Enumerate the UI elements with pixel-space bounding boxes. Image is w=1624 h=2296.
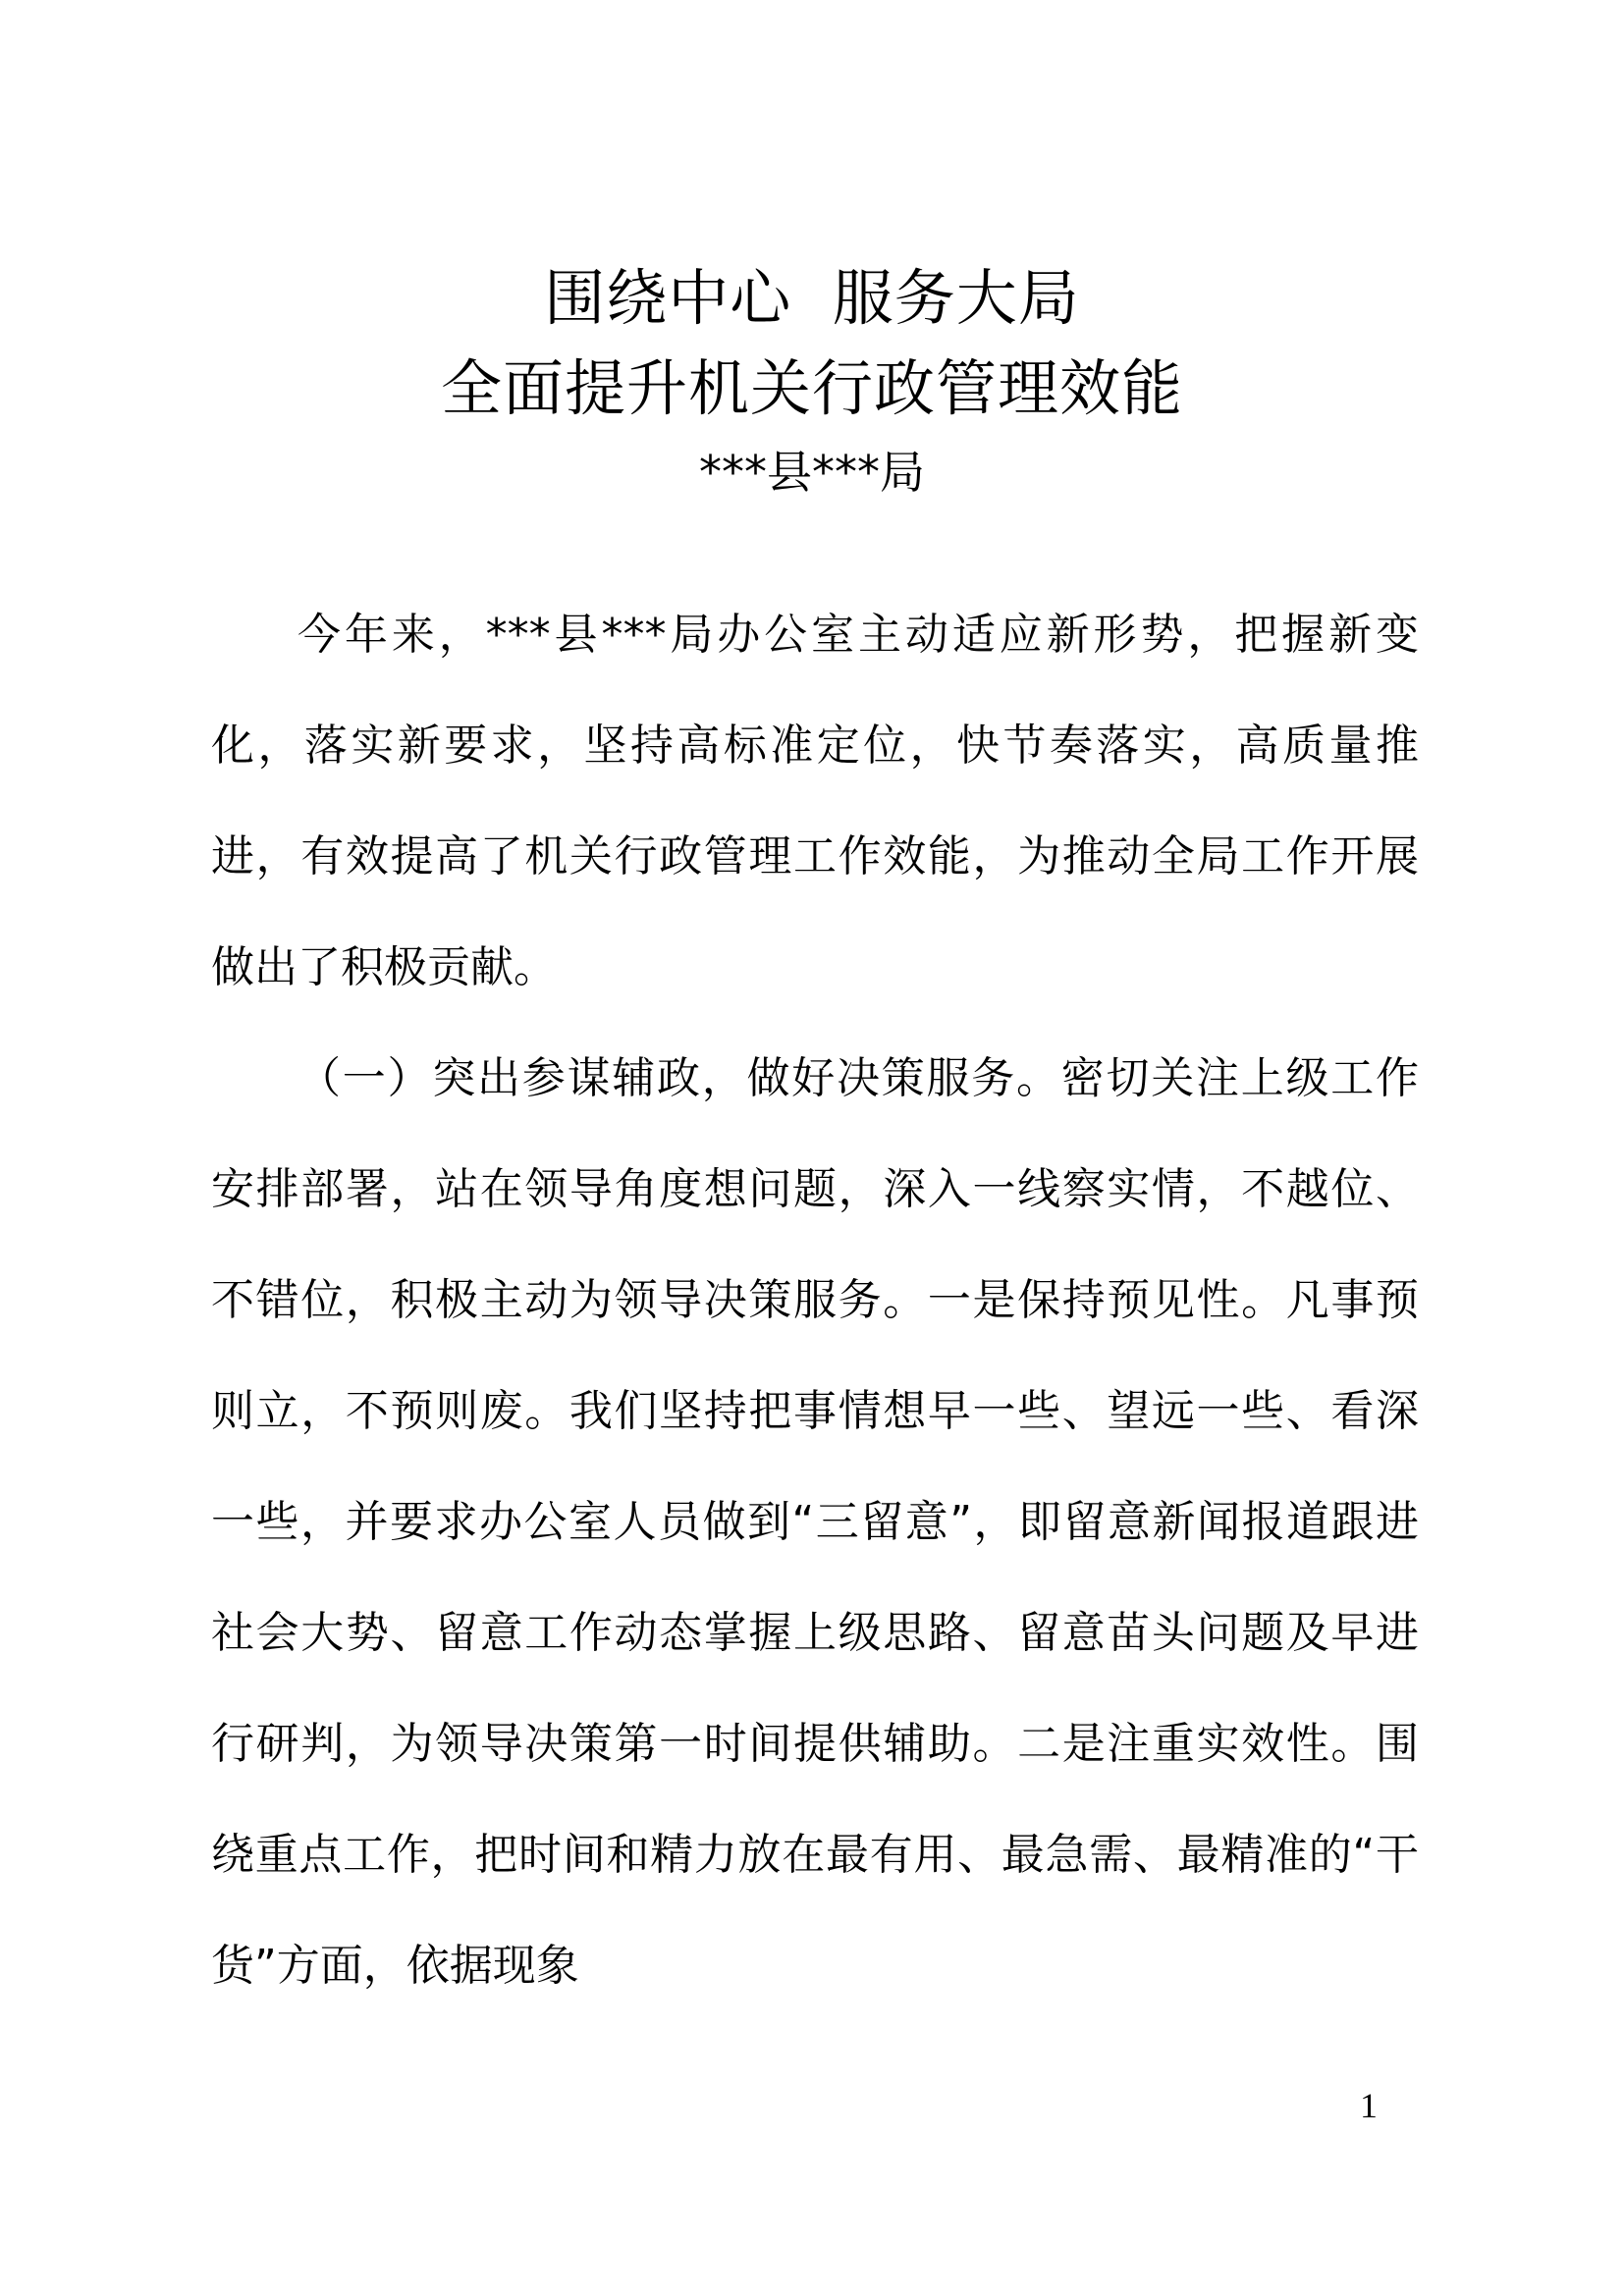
paragraph-intro: 今年来，***县***局办公室主动适应新形势，把握新变化，落实新要求，坚持高标准定位，快节奏落实，高质量推进，有效提高了机关行政管理工作效能，为推动全局工作开展做出了积极贡献。: [211, 610, 1419, 992]
page-number: 1: [1360, 2086, 1378, 2125]
document-title-line-2: 全面提升机关行政管理效能: [440, 352, 1183, 424]
paragraph-section-1: （一）突出参谋辅政，做好决策服务。密切关注上级工作安排部署，站在领导角度想问题，深入一线察实情，不越位、不错位，积极主动为领导决策服务。一是保持预见性。凡事预则立，不预则废。我们坚持把事情想早一些、望远一些、看深一些，并要求办公室人员做到“三留意”，即留意新闻报道跟进社会大势、留意工作动态掌握上级思路、留意苗头问题及早进行研判，为领导决策第一时间提供辅助。二是注重实效性。围绕重点工作，把时间和精力放在最有用、最急需、最精准的“干货”方面，依据现象: [211, 1053, 1419, 1991]
document-title-line-1: 围绕中心 服务大局: [544, 262, 1080, 334]
document-body: [211, 579, 1419, 2021]
document-author: ***县***局: [699, 446, 925, 499]
document-header: [0, 253, 1624, 507]
